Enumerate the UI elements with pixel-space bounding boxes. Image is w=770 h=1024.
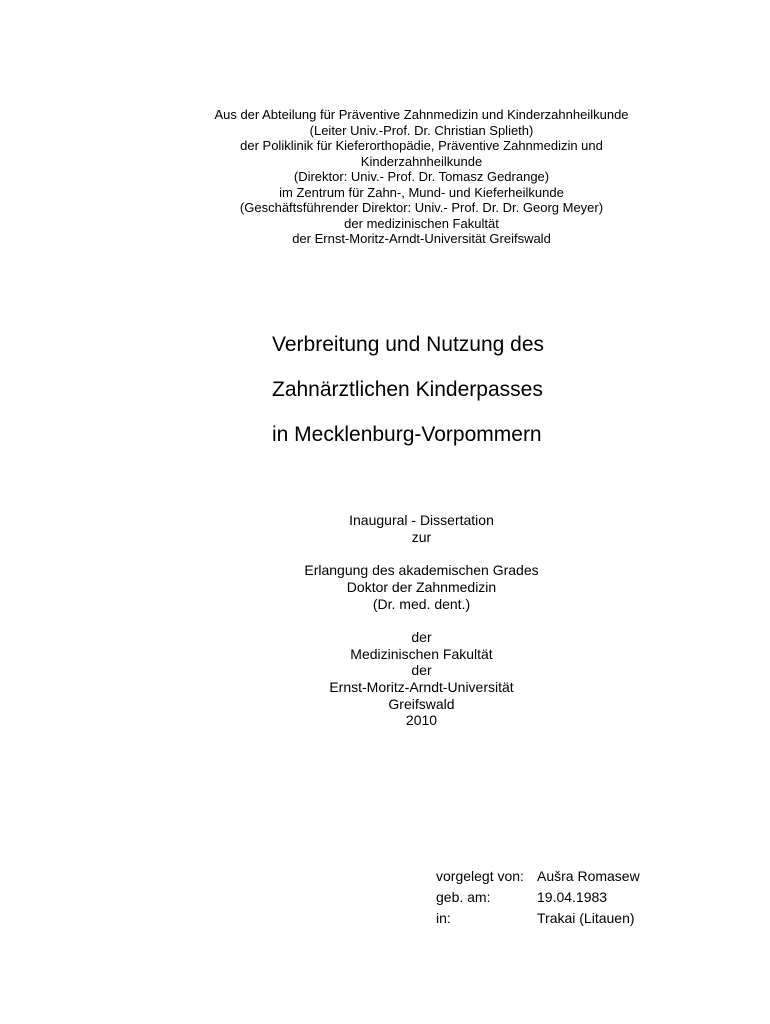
header-line: im Zentrum für Zahn-, Mund- und Kieferheilkunde [279,184,564,200]
author-info [436,866,640,929]
header-line: Aus der Abteilung für Präventive Zahnmedizin und Kinderzahnheilkunde [214,107,629,122]
header-line: (Direktor: Univ.- Prof. Dr. Tomasz Gedrange) [293,169,550,184]
title-line: Verbreitung und Nutzung des [272,333,545,356]
spacer [0,545,770,562]
dissertation-degree-abbr: (Dr. med. dent.) [372,595,471,612]
submitted-by-label: vorgelegt von: [436,868,524,884]
header-line: der Ernst-Moritz-Arndt-Universität Greifswald [292,231,551,246]
dissertation-der: der [411,628,432,645]
header-line: der Poliklinik für Kieferorthopädie, Präventive Zahnmedizin und [240,138,603,153]
dissertation-degree: Doktor der Zahnmedizin [346,578,497,595]
birth-place-row [436,908,640,929]
header-line: der medizinischen Fakultät [344,215,499,231]
birth-date-row [436,887,640,908]
dissertation-block [0,512,770,729]
dissertation-faculty: Medizinischen Fakultät [350,645,493,662]
dissertation-university: Ernst-Moritz-Arndt-Universität [329,679,514,695]
dissertation-zur: zur [411,528,432,545]
dissertation-type: Inaugural - Dissertation [349,512,494,528]
title-line: in Mecklenburg-Vorpommern [272,423,542,446]
header-line: (Leiter Univ.-Prof. Dr. Christian Splieth) [309,122,534,138]
birth-date-value: 19.04.1983 [537,889,608,905]
dissertation-der: der [411,662,432,679]
spacer [0,612,770,629]
dissertation-city: Greifswald [388,695,455,712]
header-line: Kinderzahnheilkunde [360,153,483,169]
submitted-by-row [436,866,640,887]
dissertation-purpose: Erlangung des akademischen Grades [304,562,539,579]
institution-header [0,107,770,247]
birth-place-label: in: [436,910,451,926]
header-line: (Geschäftsführender Direktor: Univ.- Prof. Dr. Dr. Georg Meyer) [239,200,604,215]
dissertation-title [272,330,692,465]
birth-date-label: geb. am: [436,889,491,905]
submitted-by-value: Aušra Romasew [537,868,640,884]
title-line: Zahnärztlichen Kinderpasses [272,378,543,401]
birth-place-value: Trakai (Litauen) [537,910,635,926]
dissertation-year: 2010 [405,712,438,729]
